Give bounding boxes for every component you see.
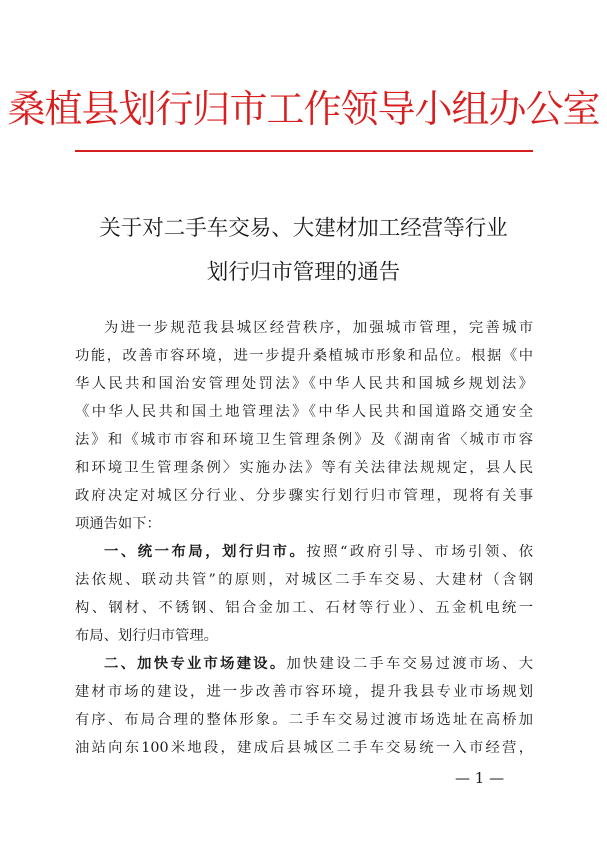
section-2-line: 油站向东100米地段，建成后县城区二手车交易统一入市经营， (75, 740, 533, 756)
section-1-line: 法依规、联动共管”的原则，对城区二手车交易、大建材（含钢 (75, 572, 533, 588)
section-2-first-line-text: 加快建设二手车交易过渡市场、大 (286, 656, 533, 672)
section-1-line: 构、钢材、不锈钢、铝合金加工、石材等行业）、五金机电统一 (75, 600, 533, 616)
section-2-line: 有序、布局合理的整体形象。二手车交易过渡市场选址在高桥加 (75, 712, 533, 728)
section-2-heading: 二、加快专业市场建设。 (104, 656, 287, 672)
paragraph-1-line: 法》和《城市市容和环境卫生管理条例》及《湖南省〈城市市容 (75, 432, 533, 448)
paragraph-1-line: 项通告如下： (75, 516, 161, 532)
page-number: — 1 — (455, 769, 505, 787)
section-2-line: 建材市场的建设，进一步改善市容环境，提升我县专业市场规划 (75, 684, 533, 700)
section-1-line: 布局、划行归市管理。 (75, 628, 218, 644)
paragraph-1-line: 为进一步规范我县城区经营秩序，加强城市管理，完善城市 (104, 320, 533, 336)
paragraph-1-line: 政府决定对城区分行业、分步骤实行划行归市管理，现将有关事 (75, 488, 533, 504)
paragraph-1-line: 华人民共和国治安管理处罚法》《中华人民共和国城乡规划法》 (75, 376, 533, 392)
section-2-first-line (75, 650, 533, 678)
paragraph-1-line: 和环境卫生管理条例〉实施办法》等有关法律法规规定，县人民 (75, 460, 533, 476)
document-title-line-1: 关于对二手车交易、大建材加工经营等行业 (99, 216, 508, 241)
section-1-first-line (75, 538, 533, 566)
red-header-rule (75, 150, 533, 152)
issuing-office-header: 桑植县划行归市工作领导小组办公室 (7, 87, 600, 131)
document-title-line-2: 划行归市管理的通告 (206, 260, 401, 285)
section-1-heading: 一、统一布局，划行归市。 (104, 544, 307, 560)
section-1-first-line-text: 按照“政府引导、市场引领、依 (306, 544, 534, 560)
paragraph-1-line: 《中华人民共和国土地管理法》《中华人民共和国道路交通安全 (75, 404, 533, 420)
paragraph-1-line: 功能，改善市容环境，进一步提升桑植城市形象和品位。根据《中 (75, 348, 533, 364)
